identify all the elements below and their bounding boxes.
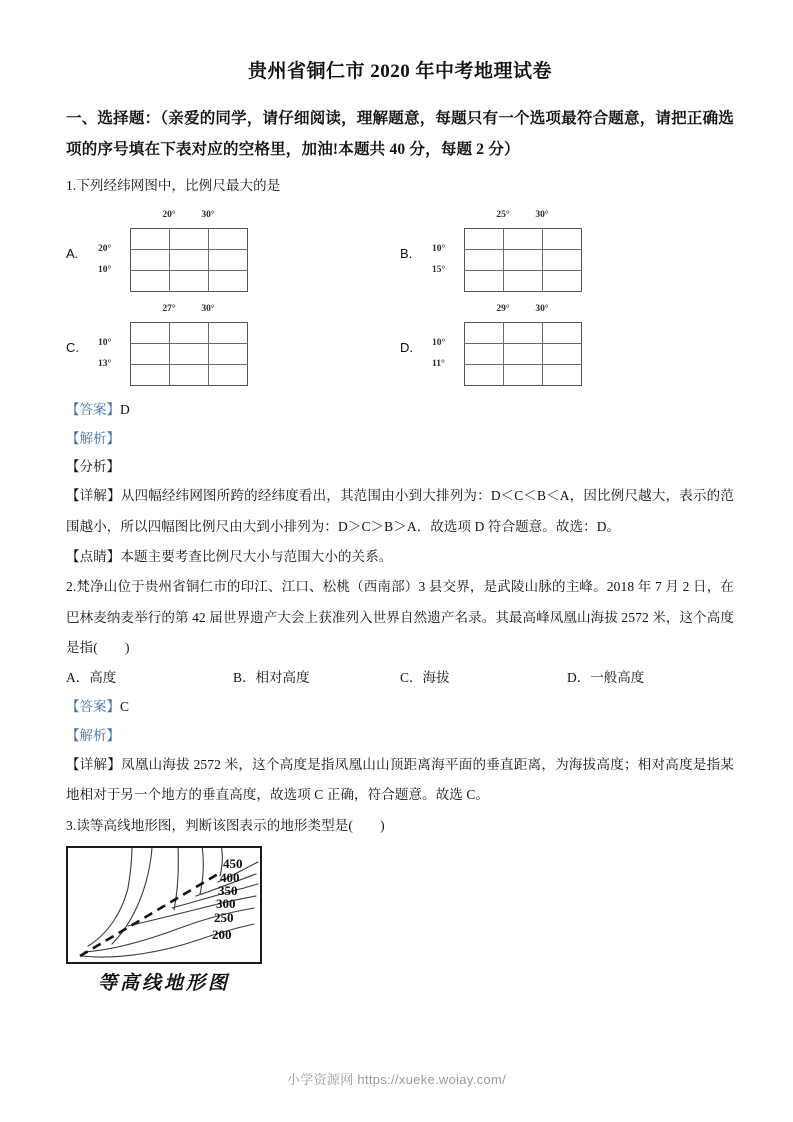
figure-letter-a: A.	[66, 246, 79, 262]
option-a[interactable]: A．高度	[66, 670, 117, 686]
grid-hline-2	[130, 270, 248, 271]
contour-label-300: 300	[216, 896, 236, 912]
contour-map-caption: 等高线地形图	[97, 972, 230, 995]
lat-lon-grid-b	[428, 208, 588, 294]
page-content	[66, 58, 734, 995]
grid-vline-1	[169, 228, 170, 292]
grid-vline-1	[169, 322, 170, 386]
contour-line-350b	[112, 848, 152, 944]
lon-label-2: 30°	[201, 304, 215, 315]
lat-label-2: 11°	[432, 359, 445, 370]
option-c[interactable]: C．海拔	[400, 670, 450, 686]
lat-lon-grid-a	[94, 208, 254, 294]
figure-option-c	[66, 302, 400, 388]
figure-letter-c: C.	[66, 340, 79, 356]
contour-map-svg	[68, 848, 260, 962]
page-title: 贵州省铜仁市 2020 年中考地理试卷	[247, 61, 552, 82]
answer-value: D	[120, 402, 130, 418]
grid-box	[130, 322, 248, 386]
grid-hline-1	[130, 343, 248, 344]
question-1-answer-line	[66, 396, 734, 424]
figure-option-d	[400, 302, 734, 388]
lat-label-1: 10°	[432, 244, 446, 255]
answer-tag: 【答案】	[66, 699, 120, 715]
option-b[interactable]: B．相对高度	[233, 670, 310, 686]
contour-label-400: 400	[220, 870, 240, 886]
lon-label-1: 25°	[496, 210, 510, 221]
question-2-answer-line	[66, 693, 734, 721]
figure-option-a	[66, 208, 400, 294]
question-1-stem: 1.下列经纬网图中，比例尺最大的是	[66, 177, 281, 193]
contour-map-figure	[66, 846, 276, 995]
grid-hline-1	[464, 249, 582, 250]
question-1-detail: 【详解】从四幅经纬网图所跨的经纬度看出，其范围由小到大排列为：D＜C＜B＜A，因比例尺越大，表示的范围越小，所以四幅图比例尺由大到小排列为：D＞C＞B＞A．故选项 D 符合题意。故选：D。	[66, 488, 734, 534]
section-heading: 一、选择题：（亲爱的同学，请仔细阅读，理解题意，每题只有一个选项最符合题意，请把正确选项的序号填在下表对应的空格里，加油!本题共 40 分，每题 2 分）	[66, 109, 734, 158]
grid-box	[130, 228, 248, 292]
contour-map-frame	[66, 846, 262, 964]
figure-option-b	[400, 208, 734, 294]
footer-watermark: 小学资源网 https://xueke.woiay.com/	[287, 1072, 506, 1087]
grid-vline-2	[542, 322, 543, 386]
grid-vline-1	[503, 228, 504, 292]
lat-lon-grid-d	[428, 302, 588, 388]
figure-row-ab	[66, 208, 734, 294]
lat-label-2: 10°	[98, 265, 112, 276]
grid-vline-2	[542, 228, 543, 292]
contour-line-450b	[200, 848, 203, 894]
lon-label-2: 30°	[535, 210, 549, 221]
figure-row-cd	[66, 302, 734, 388]
grid-vline-2	[208, 228, 209, 292]
figure-letter-d: D.	[400, 340, 413, 356]
question-2-explain-tag: 【解析】	[66, 727, 120, 743]
figure-letter-b: B.	[400, 246, 413, 262]
answer-tag: 【答案】	[66, 402, 120, 418]
question-1-figures	[66, 208, 734, 388]
ridge-dashed-line	[80, 874, 218, 956]
question-2-detail: 【详解】凤凰山海拔 2572 米，这个高度是指凤凰山山顶距离海平面的垂直距离，为海拔高度；相对高度是指某地相对于另一个地方的垂直高度，故选项 C 正确，符合题意。故选 C。	[66, 756, 734, 803]
question-3-stem: 3.读等高线地形图，判断该图表示的地形类型是( )	[66, 817, 385, 833]
lon-label-1: 20°	[162, 210, 176, 221]
question-1-explain-tag: 【解析】	[66, 430, 120, 446]
lat-label-2: 15°	[432, 265, 446, 276]
grid-box	[464, 228, 582, 292]
grid-vline-1	[503, 322, 504, 386]
contour-line-300b	[88, 848, 132, 946]
question-2-options	[66, 663, 734, 693]
contour-label-450: 450	[223, 856, 243, 872]
contour-label-250: 250	[214, 910, 234, 926]
grid-hline-2	[130, 364, 248, 365]
grid-box	[464, 322, 582, 386]
option-d[interactable]: D．一般高度	[567, 670, 645, 686]
contour-label-350: 350	[218, 883, 238, 899]
grid-vline-2	[208, 322, 209, 386]
grid-hline-1	[464, 343, 582, 344]
contour-label-200: 200	[212, 927, 232, 943]
answer-value: C	[120, 699, 130, 715]
grid-hline-2	[464, 270, 582, 271]
lat-label-1: 10°	[432, 338, 446, 349]
lon-label-2: 30°	[201, 210, 215, 221]
lat-label-2: 13°	[98, 359, 112, 370]
lat-label-1: 10°	[98, 338, 112, 349]
question-1-analysis-tag: 【分析】	[66, 458, 120, 474]
lat-label-1: 20°	[98, 244, 112, 255]
lon-label-1: 29°	[496, 304, 510, 315]
grid-hline-1	[130, 249, 248, 250]
question-2-stem: 2.梵净山位于贵州省铜仁市的印江、江口、松桃（西南部）3 县交界，是武陵山脉的主峰。2018 年 7 月 2 日，在巴林麦纳麦举行的第 42 届世界遗产大会上获准列入世界自然遗产名录。其最高峰凤凰山海拔 2572 米，这个高度是指( )	[66, 579, 734, 656]
lon-label-2: 30°	[535, 304, 549, 315]
lat-lon-grid-c	[94, 302, 254, 388]
grid-hline-2	[464, 364, 582, 365]
question-1-key-point: 【点睛】本题主要考查比例尺大小与范围大小的关系。	[66, 548, 393, 564]
lon-label-1: 27°	[162, 304, 176, 315]
